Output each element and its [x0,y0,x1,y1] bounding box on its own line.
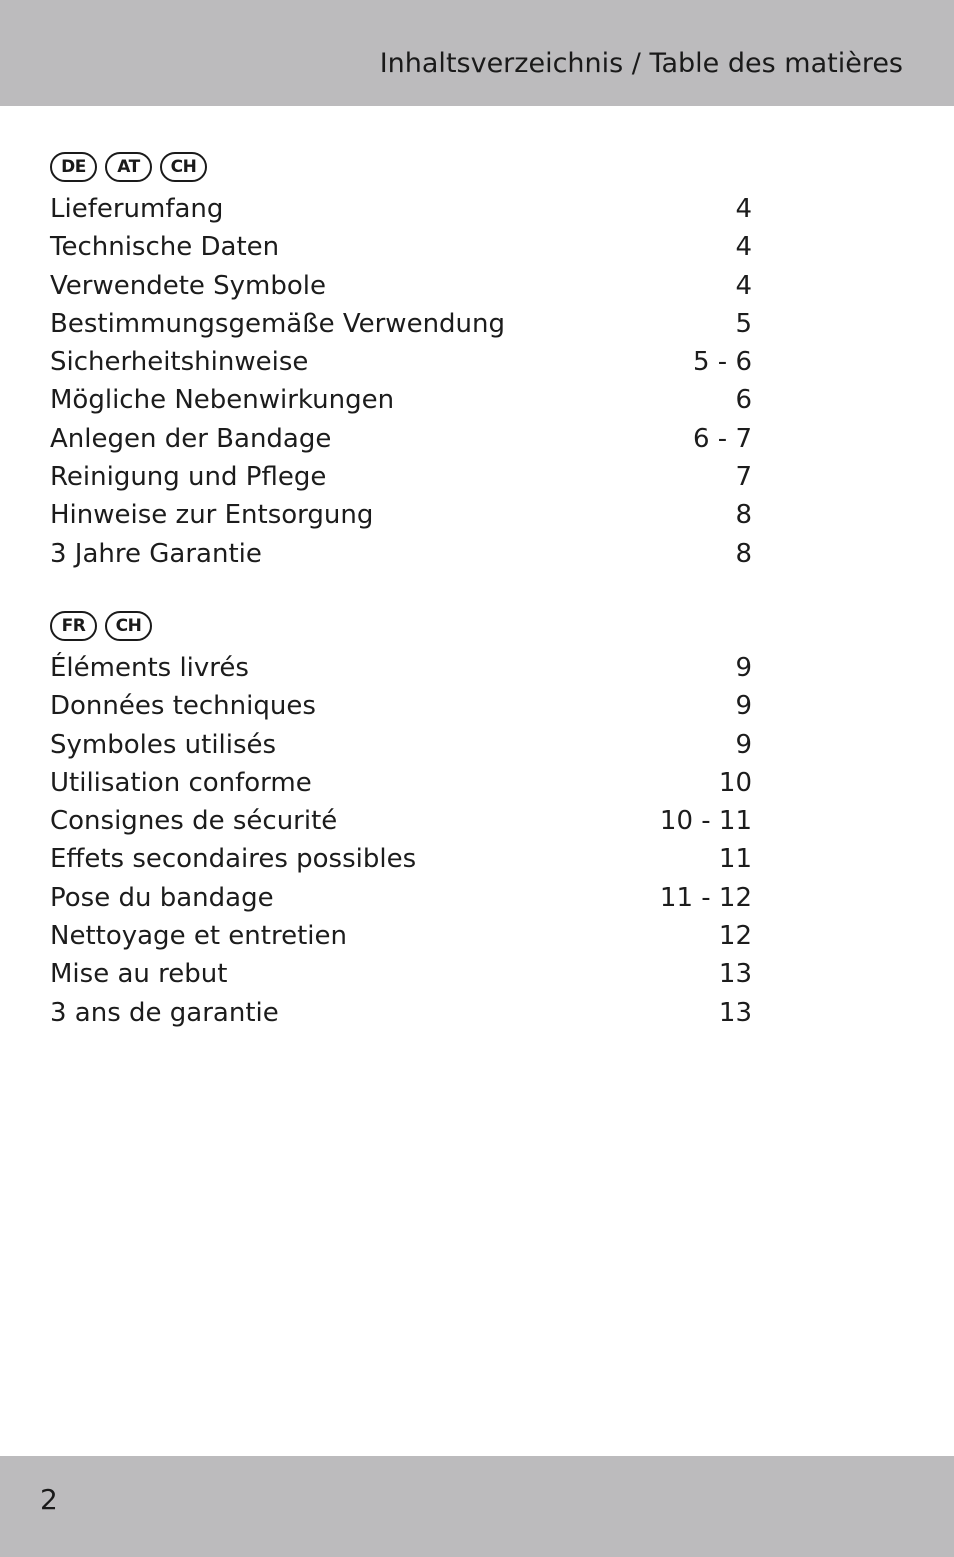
toc-entry[interactable] [50,649,752,687]
toc-entry-title: 3 ans de garantie [50,997,279,1028]
country-badge-at: AT [105,152,152,182]
toc-entry-title: Sicherheitshinweise [50,347,309,378]
toc-entry-page: 8 [735,538,752,569]
toc-section-french [50,609,752,1032]
toc-entry-page: 5 - 6 [693,347,752,378]
toc-entry-page: 7 [735,462,752,493]
toc-entry[interactable] [50,496,752,534]
toc-entry-title: 3 Jahre Garantie [50,538,262,569]
toc-entry[interactable] [50,535,752,573]
toc-entry-page: 13 [718,997,752,1028]
toc-entry-page: 5 [735,308,752,339]
toc-entry-page: 11 - 12 [659,882,752,913]
toc-entry-page: 11 [718,844,752,875]
toc-entry-page: 13 [718,959,752,990]
toc-entry-title: Pose du bandage [50,882,274,913]
toc-entry[interactable] [50,840,752,878]
toc-entry[interactable] [50,458,752,496]
toc-entry-title: Bestimmungsgemäße Verwendung [50,308,506,339]
toc-entry[interactable] [50,381,752,419]
toc-entry[interactable] [50,190,752,228]
toc-entry[interactable] [50,917,752,955]
toc-entry-page: 9 [735,653,752,683]
toc-section-german [50,150,752,573]
page-number: 2 [40,1483,58,1516]
toc-entry[interactable] [50,420,752,458]
toc-entry-title: Utilisation conforme [50,767,312,798]
toc-entry[interactable] [50,764,752,802]
toc-entry-title: Hinweise zur Entsorgung [50,500,374,531]
toc-entry-title: Symboles utilisés [50,729,277,760]
toc-entry-title: Anlegen der Bandage [50,423,332,454]
toc-entry[interactable] [50,687,752,725]
toc-entry-title: Mise au rebut [50,959,228,990]
toc-entry[interactable] [50,955,752,993]
toc-entry[interactable] [50,879,752,917]
country-badges [50,150,752,184]
toc-entry-title: Lieferumfang [50,194,224,224]
country-badge-de: DE [50,152,97,182]
toc-entry-page: 6 [735,385,752,416]
toc-entry-page: 4 [735,270,752,301]
toc-entry[interactable] [50,305,752,343]
country-badge-fr: FR [50,611,97,641]
country-badges [50,609,752,643]
country-badge-ch: CH [105,611,152,641]
toc-entry-title: Reinigung und Pflege [50,462,327,493]
toc-entry-page: 9 [735,729,752,760]
toc-entry-page: 9 [735,691,752,722]
toc-entry-title: Éléments livrés [50,653,249,683]
toc-list [50,190,752,573]
toc-entry-page: 8 [735,500,752,531]
toc-entry-title: Mögliche Nebenwirkungen [50,385,395,416]
toc-entry-page: 4 [735,232,752,263]
toc-entry-title: Consignes de sécurité [50,806,338,837]
toc-entry-title: Verwendete Symbole [50,270,326,301]
footer-bar [0,1456,954,1557]
toc-entry[interactable] [50,802,752,840]
toc-entry-page: 6 - 7 [693,423,752,454]
page-title: Inhaltsverzeichnis / Table des matières [379,48,903,79]
toc-entry[interactable] [50,343,752,381]
toc-entry-title: Technische Daten [50,232,280,263]
toc-entry-title: Effets secondaires possibles [50,844,417,875]
toc-entry[interactable] [50,994,752,1032]
toc-entry-page: 10 [718,767,752,798]
toc-entry-title: Nettoyage et entretien [50,921,347,952]
country-badge-ch: CH [160,152,207,182]
toc-entry[interactable] [50,267,752,305]
toc-list [50,649,752,1032]
toc-entry-title: Données techniques [50,691,316,722]
toc-entry-page: 4 [735,194,752,224]
toc-entry[interactable] [50,228,752,266]
toc-entry-page: 10 - 11 [659,806,752,837]
toc-entry-page: 12 [718,921,752,952]
toc-entry[interactable] [50,726,752,764]
